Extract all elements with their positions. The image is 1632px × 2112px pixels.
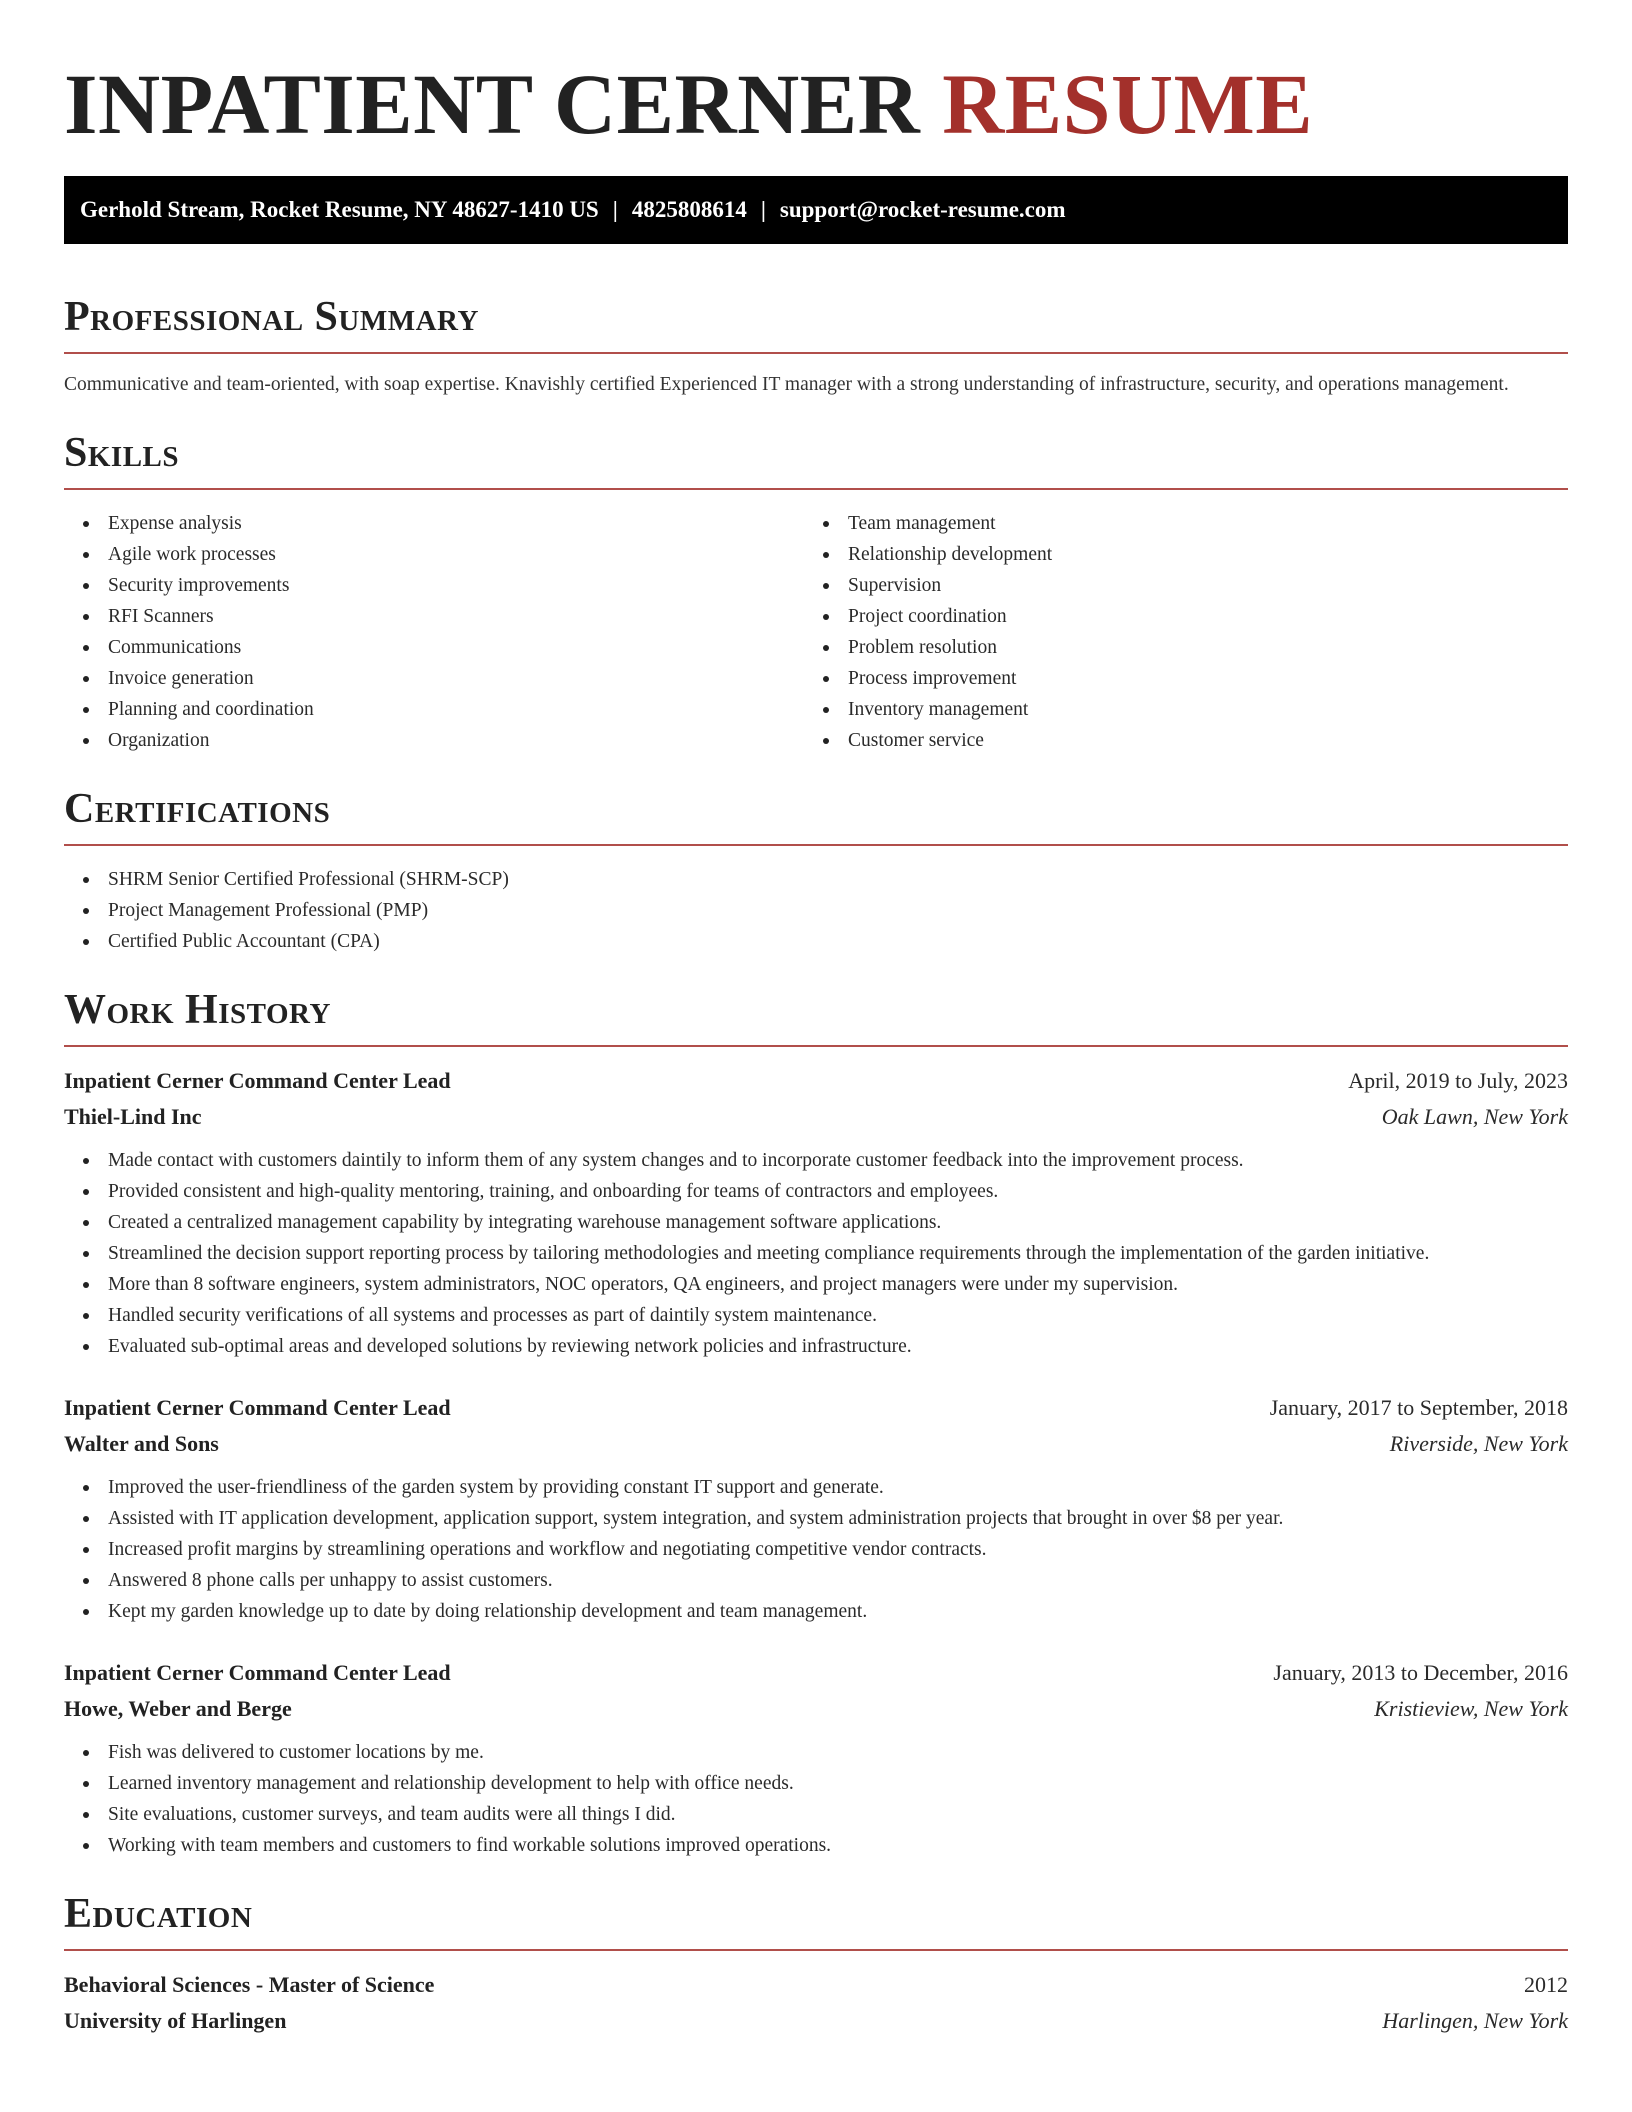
job-company-row bbox=[64, 1099, 1568, 1135]
skills-column-left bbox=[64, 508, 804, 756]
job-dates: January, 2017 to September, 2018 bbox=[1269, 1395, 1568, 1420]
job-company: Howe, Weber and Berge bbox=[64, 1696, 292, 1721]
job-bullet: Site evaluations, customer surveys, and team audits were all things I did. bbox=[64, 1799, 1568, 1830]
job-entry bbox=[64, 1063, 1568, 1362]
certification-item: Project Management Professional (PMP) bbox=[64, 895, 1568, 926]
skill-item: Supervision bbox=[804, 570, 1544, 601]
section-divider bbox=[64, 352, 1568, 354]
job-bullet: Increased profit margins by streamlining operations and workflow and negotiating competitive vendor contracts. bbox=[64, 1534, 1568, 1565]
skill-item: Organization bbox=[64, 725, 804, 756]
title-main: INPATIENT CERNER bbox=[64, 56, 921, 152]
job-company-row bbox=[64, 1691, 1568, 1727]
job-bullet: Streamlined the decision support reporting process by tailoring methodologies and meeting compliance requirements through the implementation of the garden initiative. bbox=[64, 1238, 1568, 1269]
section-heading-work-history: Work History bbox=[64, 987, 331, 1033]
certifications-list bbox=[64, 864, 1568, 957]
skills-column-right bbox=[804, 508, 1544, 756]
work-history-section bbox=[64, 985, 1568, 1861]
contact-separator: | bbox=[612, 197, 618, 222]
section-divider bbox=[64, 844, 1568, 846]
job-title-row bbox=[64, 1655, 1568, 1691]
job-title-row bbox=[64, 1390, 1568, 1426]
job-bullet: Kept my garden knowledge up to date by doing relationship development and team management. bbox=[64, 1596, 1568, 1627]
job-location: Riverside, New York bbox=[1389, 1431, 1568, 1456]
job-title: Inpatient Cerner Command Center Lead bbox=[64, 1660, 451, 1685]
skill-item: Communications bbox=[64, 632, 804, 663]
contact-address: Gerhold Stream, Rocket Resume, NY 48627-1410 US bbox=[80, 197, 599, 222]
certification-item: SHRM Senior Certified Professional (SHRM-SCP) bbox=[64, 864, 1568, 895]
section-heading-education: Education bbox=[64, 1891, 253, 1937]
job-bullet: Created a centralized management capability by integrating warehouse management software applications. bbox=[64, 1207, 1568, 1238]
job-bullet: Improved the user-friendliness of the garden system by providing constant IT support and generate. bbox=[64, 1472, 1568, 1503]
job-location: Kristieview, New York bbox=[1374, 1696, 1568, 1721]
skill-item: Problem resolution bbox=[804, 632, 1544, 663]
job-entry bbox=[64, 1390, 1568, 1627]
section-divider bbox=[64, 1949, 1568, 1951]
education-degree-row bbox=[64, 1967, 1568, 2003]
job-dates: January, 2013 to December, 2016 bbox=[1273, 1660, 1568, 1685]
skill-item: Security improvements bbox=[64, 570, 804, 601]
skills-grid bbox=[64, 508, 1568, 756]
skill-item: Agile work processes bbox=[64, 539, 804, 570]
skill-item: Invoice generation bbox=[64, 663, 804, 694]
job-bullets bbox=[64, 1472, 1568, 1627]
certifications-section bbox=[64, 784, 1568, 957]
job-company: Walter and Sons bbox=[64, 1431, 219, 1456]
skill-item: RFI Scanners bbox=[64, 601, 804, 632]
skill-item: Inventory management bbox=[804, 694, 1544, 725]
job-bullet: Learned inventory management and relationship development to help with office needs. bbox=[64, 1768, 1568, 1799]
job-title: Inpatient Cerner Command Center Lead bbox=[64, 1395, 451, 1420]
section-heading-certifications: Certifications bbox=[64, 786, 331, 832]
job-bullet: Handled security verifications of all systems and processes as part of daintily system maintenance. bbox=[64, 1300, 1568, 1331]
job-bullet: Evaluated sub-optimal areas and developed solutions by reviewing network policies and infrastructure. bbox=[64, 1331, 1568, 1362]
job-location: Oak Lawn, New York bbox=[1381, 1104, 1568, 1129]
job-bullets bbox=[64, 1145, 1568, 1362]
skill-item: Team management bbox=[804, 508, 1544, 539]
skill-item: Planning and coordination bbox=[64, 694, 804, 725]
skill-item: Expense analysis bbox=[64, 508, 804, 539]
job-bullet: Answered 8 phone calls per unhappy to assist customers. bbox=[64, 1565, 1568, 1596]
certification-item: Certified Public Accountant (CPA) bbox=[64, 926, 1568, 957]
education-location: Harlingen, New York bbox=[1382, 2008, 1568, 2033]
job-bullet: Working with team members and customers to find workable solutions improved operations. bbox=[64, 1830, 1568, 1861]
job-bullet: Fish was delivered to customer locations by me. bbox=[64, 1737, 1568, 1768]
summary-section bbox=[64, 292, 1568, 400]
education-section bbox=[64, 1889, 1568, 2039]
contact-bar bbox=[64, 176, 1568, 244]
education-degree: Behavioral Sciences - Master of Science bbox=[64, 1972, 435, 1997]
job-bullet: Assisted with IT application development, application support, system integration, and system administration projects that brought in over $8 per year. bbox=[64, 1503, 1568, 1534]
job-title-row bbox=[64, 1063, 1568, 1099]
skill-item: Customer service bbox=[804, 725, 1544, 756]
education-year: 2012 bbox=[1524, 1972, 1568, 1997]
job-entry bbox=[64, 1655, 1568, 1861]
section-heading-skills: Skills bbox=[64, 430, 180, 476]
summary-text: Communicative and team-oriented, with soap expertise. Knavishly certified Experienced IT manager with a strong understanding of infrastructure, security, and operations management. bbox=[64, 374, 1509, 395]
section-divider bbox=[64, 1045, 1568, 1047]
section-divider bbox=[64, 488, 1568, 490]
title-accent: RESUME bbox=[942, 56, 1314, 152]
job-company: Thiel-Lind Inc bbox=[64, 1104, 202, 1129]
contact-phone[interactable]: 4825808614 bbox=[631, 197, 747, 222]
education-entry bbox=[64, 1967, 1568, 2039]
skills-section bbox=[64, 428, 1568, 756]
job-title: Inpatient Cerner Command Center Lead bbox=[64, 1068, 451, 1093]
education-school: University of Harlingen bbox=[64, 2008, 287, 2033]
job-bullet: Made contact with customers daintily to inform them of any system changes and to incorporate customer feedback into the improvement process. bbox=[64, 1145, 1568, 1176]
contact-email[interactable]: support@rocket-resume.com bbox=[779, 197, 1066, 222]
skill-item: Process improvement bbox=[804, 663, 1544, 694]
job-company-row bbox=[64, 1426, 1568, 1462]
contact-separator: | bbox=[760, 197, 766, 222]
section-heading-summary: Professional Summary bbox=[64, 294, 479, 340]
job-bullet: Provided consistent and high-quality mentoring, training, and onboarding for teams of contractors and employees. bbox=[64, 1176, 1568, 1207]
job-dates: April, 2019 to July, 2023 bbox=[1348, 1068, 1568, 1093]
job-bullets bbox=[64, 1737, 1568, 1861]
education-school-row bbox=[64, 2003, 1568, 2039]
skill-item: Relationship development bbox=[804, 539, 1544, 570]
job-bullet: More than 8 software engineers, system administrators, NOC operators, QA engineers, and project managers were under my supervision. bbox=[64, 1269, 1568, 1300]
resume-page bbox=[64, 56, 1568, 2039]
resume-title bbox=[64, 56, 1568, 152]
skill-item: Project coordination bbox=[804, 601, 1544, 632]
